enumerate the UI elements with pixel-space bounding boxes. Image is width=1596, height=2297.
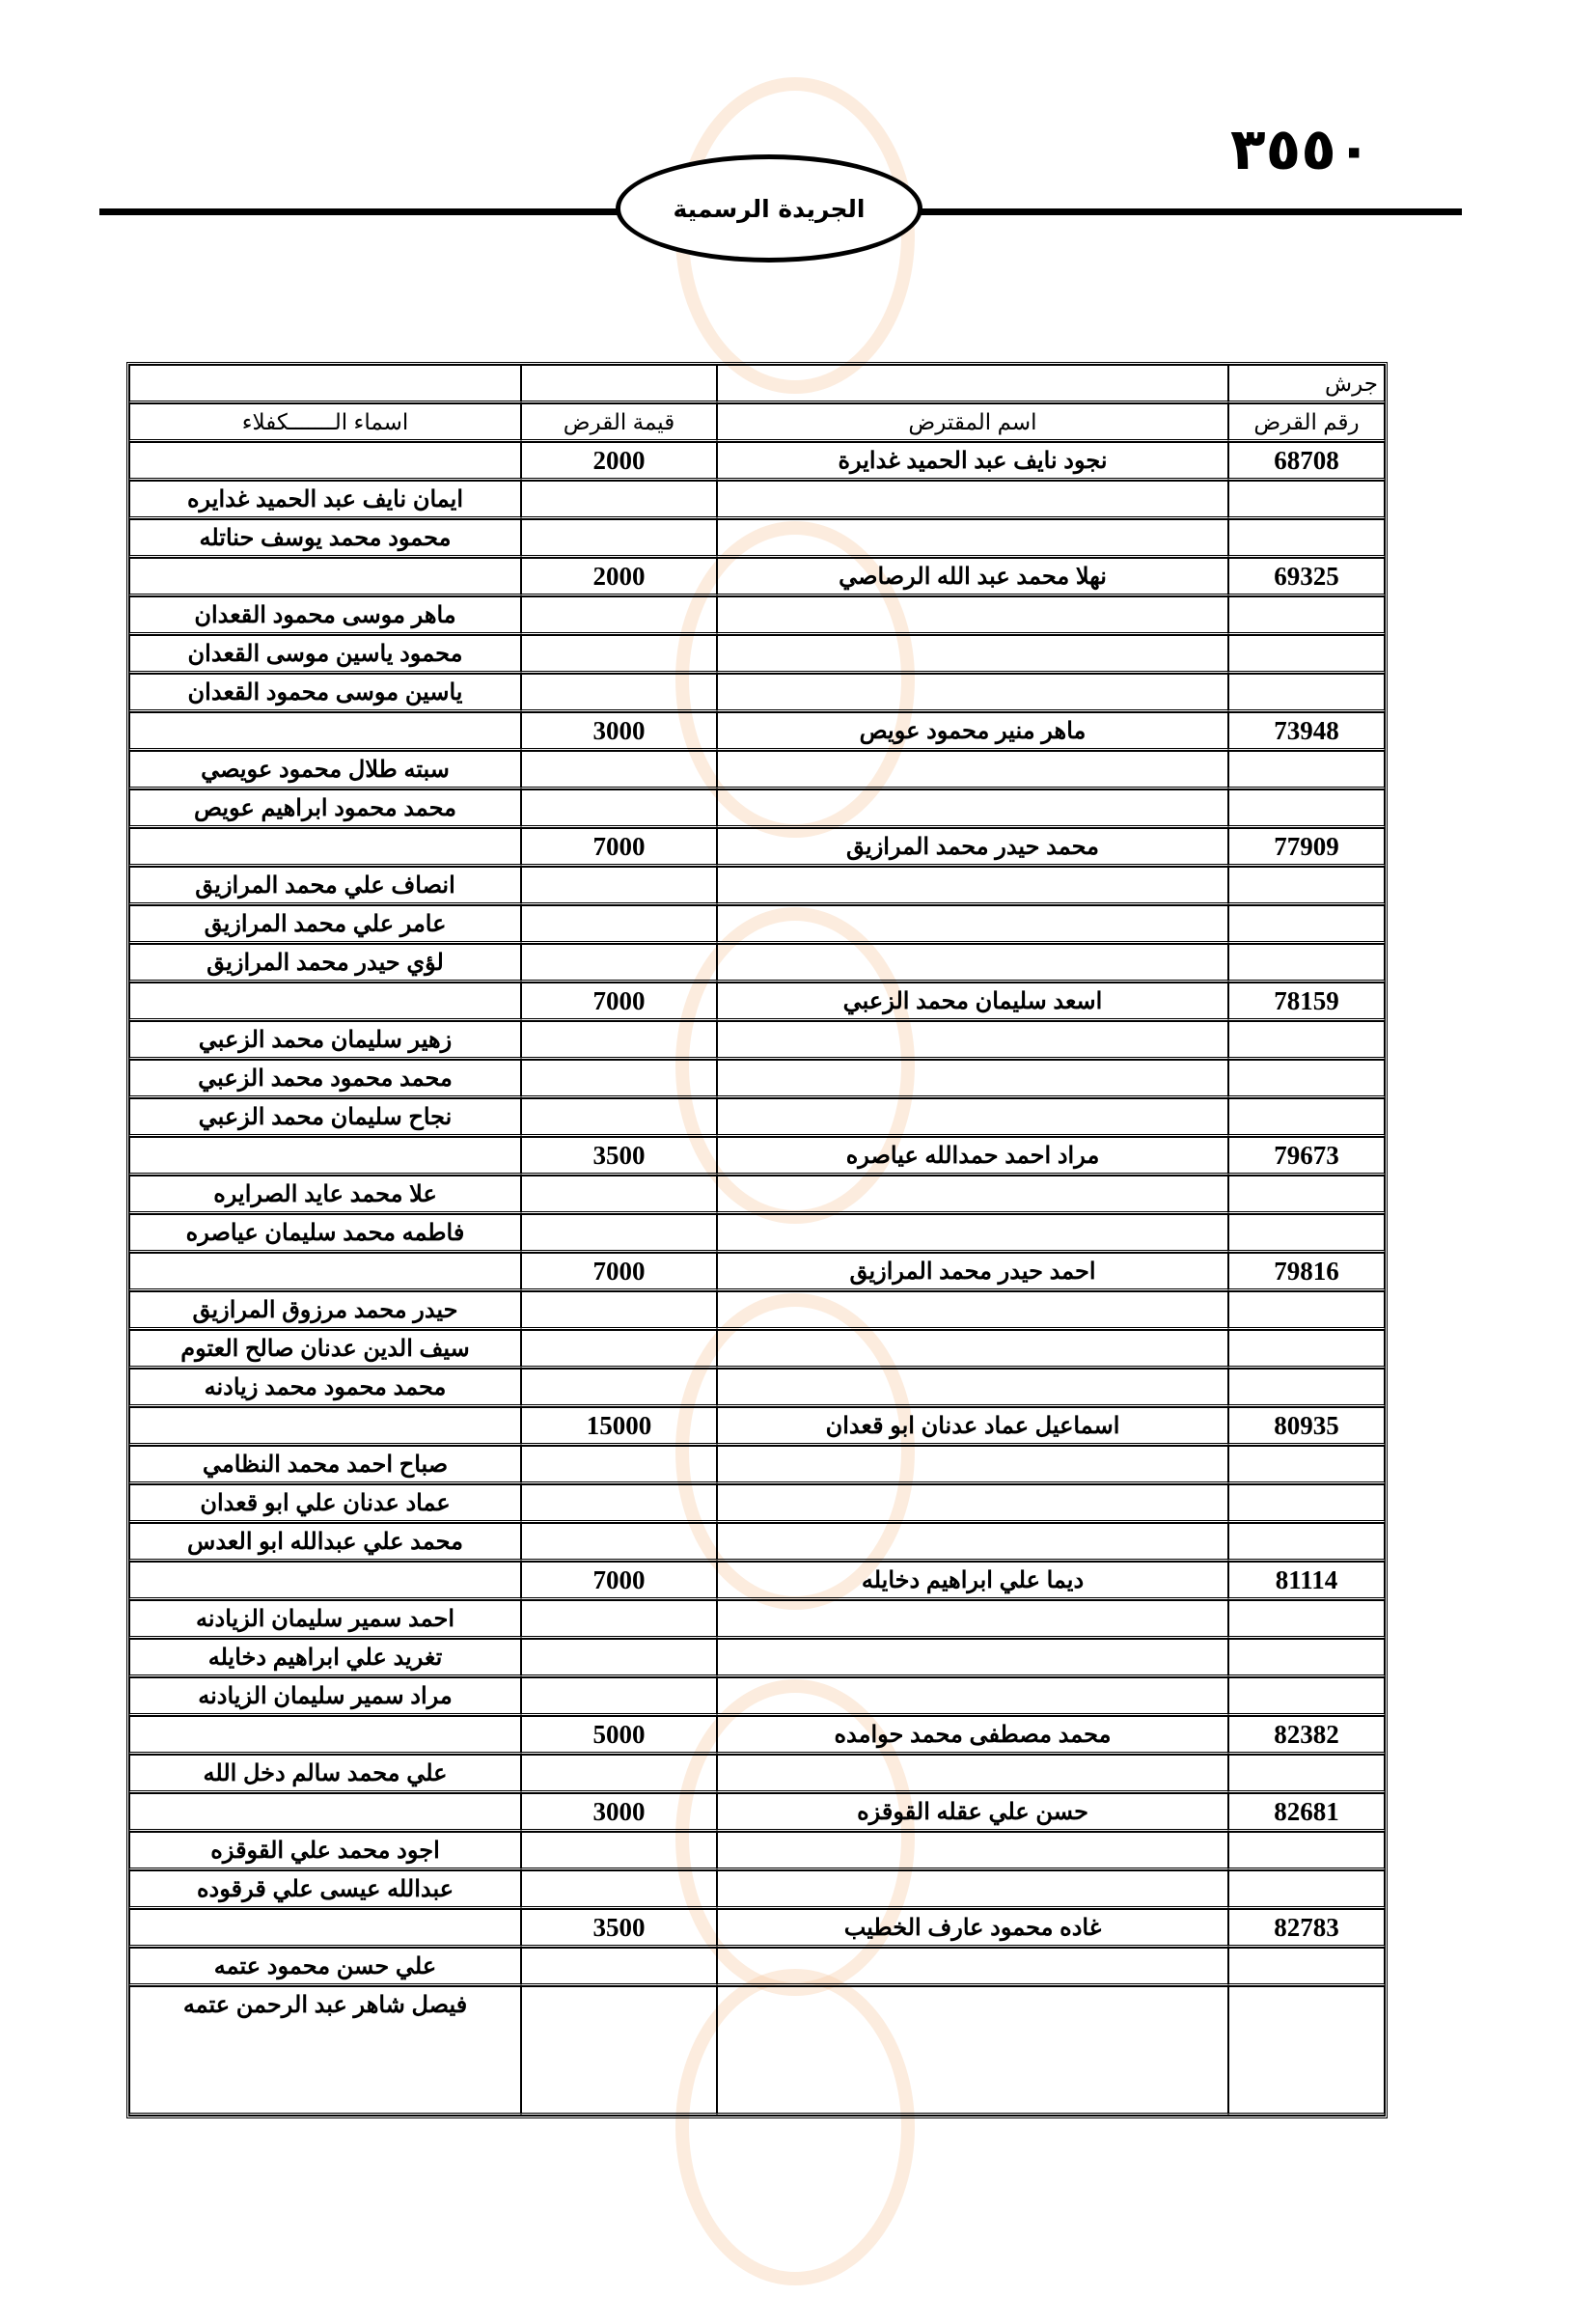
city-row (129, 365, 1385, 403)
empty-cell (717, 1677, 1228, 1716)
empty-cell (717, 1330, 1228, 1369)
loan-amount: 3500 (521, 1909, 717, 1948)
guarantor-name: محمود محمد يوسف حناتله (129, 519, 521, 558)
guarantor-row (129, 1176, 1385, 1214)
loan-amount: 2000 (521, 558, 717, 596)
empty-cell (521, 1060, 717, 1098)
loan-amount: 3000 (521, 1793, 717, 1832)
guarantor-name: سبته طلال محمود عويصي (129, 751, 521, 789)
guarantor-row (129, 1948, 1385, 1986)
loan-row (129, 712, 1385, 751)
empty-cell (1228, 1484, 1385, 1523)
guarantor-name: محمود ياسين موسى القعدان (129, 635, 521, 674)
empty-cell (521, 1870, 717, 1909)
empty-cell (1228, 1600, 1385, 1639)
empty-cell (521, 1330, 717, 1369)
empty-cell (1228, 1021, 1385, 1060)
guarantor-row (129, 674, 1385, 712)
empty-cell (1228, 789, 1385, 828)
empty-cell (717, 1523, 1228, 1562)
borrower-name: ديما علي ابراهيم دخايله (717, 1562, 1228, 1600)
guarantor-row (129, 1021, 1385, 1060)
empty-cell (717, 1446, 1228, 1484)
empty-cell (1228, 1948, 1385, 1986)
loan-number: 80935 (1228, 1407, 1385, 1446)
empty-cell (1228, 1369, 1385, 1407)
guarantor-name: عامر علي محمد المرازيق (129, 905, 521, 944)
empty-cell (1228, 635, 1385, 674)
empty-cell (521, 674, 717, 712)
empty-cell (717, 1060, 1228, 1098)
col-guarantors: اسماء الـــــــكفلاء (129, 403, 521, 442)
loan-number: 78159 (1228, 982, 1385, 1021)
empty-cell (521, 867, 717, 905)
empty-cell (717, 905, 1228, 944)
borrower-name: اسعد سليمان محمد الزعبي (717, 982, 1228, 1021)
guarantor-name: عبدالله عيسى علي قرقوده (129, 1870, 521, 1909)
loan-row (129, 1253, 1385, 1291)
guarantor-row (129, 1870, 1385, 1909)
loan-row (129, 982, 1385, 1021)
guarantor-name: انصاف علي محمد المرازيق (129, 867, 521, 905)
empty-cell (521, 1600, 717, 1639)
loans-table (126, 362, 1388, 2118)
guarantor-name: محمد محمود محمد الزعبي (129, 1060, 521, 1098)
empty-cell (717, 674, 1228, 712)
empty-cell (521, 1523, 717, 1562)
empty-cell (717, 481, 1228, 519)
empty-cell (717, 1021, 1228, 1060)
guarantor-row (129, 481, 1385, 519)
loan-row (129, 1793, 1385, 1832)
borrower-name: اسماعيل عماد عدنان ابو قعدان (717, 1407, 1228, 1446)
empty-cell (521, 519, 717, 558)
loan-number: 82681 (1228, 1793, 1385, 1832)
empty-cell (521, 944, 717, 982)
empty-cell (521, 905, 717, 944)
borrower-name: غاده محمود عارف الخطيب (717, 1909, 1228, 1948)
empty-cell (717, 1639, 1228, 1677)
empty-cell (129, 1137, 521, 1176)
empty-cell (1228, 481, 1385, 519)
guarantor-name: لؤي حيدر محمد المرازيق (129, 944, 521, 982)
loan-row (129, 442, 1385, 481)
empty-cell (521, 596, 717, 635)
empty-cell (1228, 1060, 1385, 1098)
guarantor-name: اجود محمد علي القوقزه (129, 1832, 521, 1870)
empty-cell (521, 1832, 717, 1870)
empty-cell (1228, 596, 1385, 635)
empty-cell (521, 635, 717, 674)
borrower-name: محمد حيدر محمد المرازيق (717, 828, 1228, 867)
loan-number: 79816 (1228, 1253, 1385, 1291)
guarantor-name: ماهر موسى محمود القعدان (129, 596, 521, 635)
guarantor-row (129, 1446, 1385, 1484)
guarantor-row (129, 944, 1385, 982)
empty-cell (1228, 1330, 1385, 1369)
empty-cell (521, 1176, 717, 1214)
guarantor-row (129, 867, 1385, 905)
loan-amount: 7000 (521, 828, 717, 867)
empty-cell (129, 1562, 521, 1600)
empty-cell (717, 596, 1228, 635)
guarantor-name: سيف الدين عدنان صالح العتوم (129, 1330, 521, 1369)
empty-cell (521, 481, 717, 519)
empty-cell (129, 1253, 521, 1291)
guarantor-row (129, 1214, 1385, 1253)
guarantor-row (129, 905, 1385, 944)
loan-amount: 5000 (521, 1716, 717, 1755)
col-amount: قيمة القرض (521, 403, 717, 442)
empty-cell (521, 1098, 717, 1137)
guarantor-name: زهير سليمان محمد الزعبي (129, 1021, 521, 1060)
guarantor-row (129, 596, 1385, 635)
empty-cell (1228, 1639, 1385, 1677)
empty-cell (717, 1948, 1228, 1986)
col-borrower: اسم المقترض (717, 403, 1228, 442)
empty-cell (1228, 1098, 1385, 1137)
empty-cell (521, 1369, 717, 1407)
empty-cell (717, 1832, 1228, 1870)
gazette-title-oval (616, 154, 922, 263)
empty-cell (521, 1639, 717, 1677)
header-row (129, 403, 1385, 442)
empty-cell (521, 789, 717, 828)
empty-cell (129, 982, 521, 1021)
empty-cell (521, 1677, 717, 1716)
guarantor-name: حيدر محمد مرزوق المرازيق (129, 1291, 521, 1330)
guarantor-name: ياسين موسى محمود القعدان (129, 674, 521, 712)
loan-number: 68708 (1228, 442, 1385, 481)
loan-row (129, 1407, 1385, 1446)
empty-cell (717, 751, 1228, 789)
guarantor-row (129, 1369, 1385, 1407)
guarantor-name: نجاح سليمان محمد الزعبي (129, 1098, 521, 1137)
city-label: جرش (1228, 365, 1385, 403)
empty-cell (1228, 1986, 1385, 2116)
guarantor-row (129, 1832, 1385, 1870)
borrower-name: نجود نايف عبد الحميد غدايرة (717, 442, 1228, 481)
loan-number: 82783 (1228, 1909, 1385, 1948)
empty-cell (1228, 1446, 1385, 1484)
empty-cell (717, 1600, 1228, 1639)
empty-cell (1228, 751, 1385, 789)
borrower-name: نهلا محمد عبد الله الرصاصي (717, 558, 1228, 596)
empty-cell (717, 1755, 1228, 1793)
loan-number: 77909 (1228, 828, 1385, 867)
guarantor-row (129, 1523, 1385, 1562)
empty-cell (717, 1291, 1228, 1330)
empty-cell (1228, 1832, 1385, 1870)
empty-cell (1228, 1176, 1385, 1214)
loan-amount: 3000 (521, 712, 717, 751)
empty-cell (1228, 674, 1385, 712)
empty-cell (717, 1986, 1228, 2116)
guarantor-row (129, 635, 1385, 674)
guarantor-row (129, 1986, 1385, 2116)
loan-row (129, 1716, 1385, 1755)
guarantor-row (129, 1484, 1385, 1523)
loan-amount: 3500 (521, 1137, 717, 1176)
empty-cell (129, 1407, 521, 1446)
empty-cell (521, 751, 717, 789)
loan-number: 82382 (1228, 1716, 1385, 1755)
empty-cell (521, 1755, 717, 1793)
empty-cell (1228, 867, 1385, 905)
loan-row (129, 1137, 1385, 1176)
empty-cell (1228, 1523, 1385, 1562)
guarantor-name: تغريد علي ابراهيم دخايله (129, 1639, 521, 1677)
borrower-name: ماهر منير محمود عويص (717, 712, 1228, 751)
guarantor-name: فيصل شاهر عبد الرحمن عتمه (129, 1986, 521, 2116)
guarantor-name: مراد سمير سليمان الزيادنه (129, 1677, 521, 1716)
guarantor-name: صباح احمد محمد النظامي (129, 1446, 521, 1484)
page-number: ٣٥٥٠ (1230, 116, 1372, 183)
empty-cell (129, 442, 521, 481)
loan-row (129, 558, 1385, 596)
guarantor-row (129, 1755, 1385, 1793)
empty-cell (717, 1369, 1228, 1407)
guarantor-row (129, 1060, 1385, 1098)
empty-cell (521, 1986, 717, 2116)
empty-cell (129, 828, 521, 867)
empty-cell (129, 1793, 521, 1832)
guarantor-row (129, 1600, 1385, 1639)
loan-row (129, 1909, 1385, 1948)
empty-cell (717, 1098, 1228, 1137)
empty-cell (521, 1291, 717, 1330)
empty-cell (1228, 905, 1385, 944)
borrower-name: حسن علي عقله القوقزه (717, 1793, 1228, 1832)
col-loan-no: رقم القرض (1228, 403, 1385, 442)
guarantor-name: عماد عدنان علي ابو قعدان (129, 1484, 521, 1523)
guarantor-row (129, 751, 1385, 789)
empty-cell (1228, 519, 1385, 558)
empty-cell (521, 1484, 717, 1523)
guarantor-row (129, 1639, 1385, 1677)
empty-cell (521, 1948, 717, 1986)
loan-amount: 2000 (521, 442, 717, 481)
loan-number: 81114 (1228, 1562, 1385, 1600)
empty-cell (717, 519, 1228, 558)
empty-cell (1228, 1870, 1385, 1909)
empty-cell (717, 1176, 1228, 1214)
guarantor-name: محمد محمود ابراهيم عويص (129, 789, 521, 828)
borrower-name: محمد مصطفى محمد حوامده (717, 1716, 1228, 1755)
loan-number: 79673 (1228, 1137, 1385, 1176)
empty-cell (717, 867, 1228, 905)
empty-cell (129, 1909, 521, 1948)
guarantor-name: علا محمد عايد الصرايره (129, 1176, 521, 1214)
empty-cell (1228, 1755, 1385, 1793)
empty-cell (521, 1214, 717, 1253)
loan-amount: 7000 (521, 1253, 717, 1291)
guarantor-row (129, 1291, 1385, 1330)
empty-cell (129, 1716, 521, 1755)
loan-row (129, 1562, 1385, 1600)
guarantor-row (129, 1677, 1385, 1716)
guarantor-name: فاطمه محمد سليمان عياصره (129, 1214, 521, 1253)
guarantor-name: احمد سمير سليمان الزيادنه (129, 1600, 521, 1639)
loan-number: 73948 (1228, 712, 1385, 751)
guarantor-name: علي محمد سالم دخل الله (129, 1755, 521, 1793)
empty-cell (1228, 1677, 1385, 1716)
empty-cell (717, 1870, 1228, 1909)
guarantor-row (129, 519, 1385, 558)
empty-cell (521, 1021, 717, 1060)
empty-cell (717, 1214, 1228, 1253)
empty-cell (717, 789, 1228, 828)
guarantor-name: ايمان نايف عبد الحميد غدايره (129, 481, 521, 519)
gazette-title: الجريدة الرسمية (673, 194, 866, 223)
guarantor-row (129, 789, 1385, 828)
guarantor-name: علي حسن محمود عتمه (129, 1948, 521, 1986)
borrower-name: احمد حيدر محمد المرازيق (717, 1253, 1228, 1291)
loan-amount: 15000 (521, 1407, 717, 1446)
empty-cell (1228, 1291, 1385, 1330)
empty-cell (717, 944, 1228, 982)
empty-cell (717, 635, 1228, 674)
guarantor-row (129, 1098, 1385, 1137)
empty-cell (129, 558, 521, 596)
loan-amount: 7000 (521, 982, 717, 1021)
guarantor-name: محمد علي عبدالله ابو العدس (129, 1523, 521, 1562)
empty-cell (717, 1484, 1228, 1523)
loan-row (129, 828, 1385, 867)
empty-cell (1228, 944, 1385, 982)
guarantor-name: محمد محمود محمد زيادنه (129, 1369, 521, 1407)
borrower-name: مراد احمد حمدالله عياصره (717, 1137, 1228, 1176)
empty-cell (129, 712, 521, 751)
guarantor-row (129, 1330, 1385, 1369)
loan-number: 69325 (1228, 558, 1385, 596)
loan-amount: 7000 (521, 1562, 717, 1600)
empty-cell (1228, 1214, 1385, 1253)
empty-cell (521, 1446, 717, 1484)
